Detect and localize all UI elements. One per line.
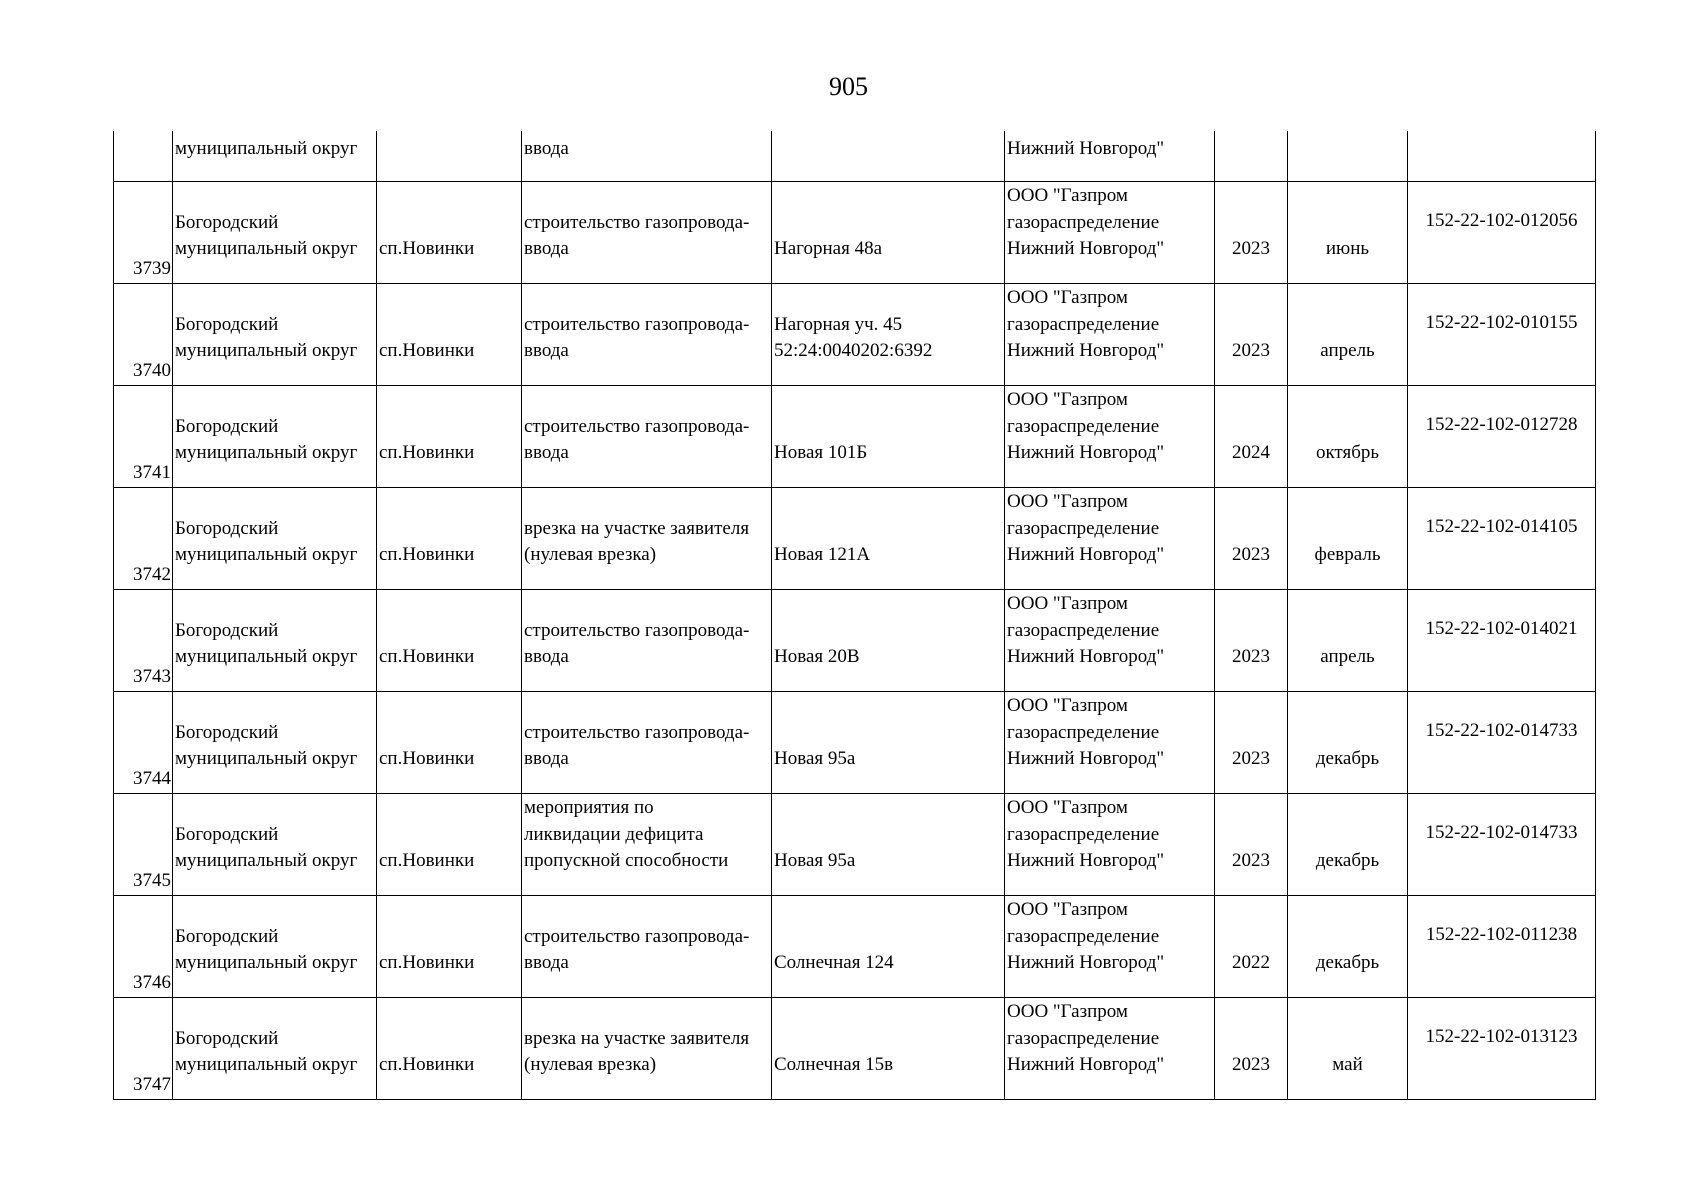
cell-district-line: муниципальный округ (175, 850, 358, 871)
cell-work (522, 895, 772, 997)
cell-organization-line: газораспределение (1007, 823, 1160, 845)
cell-number: 3746 (114, 895, 173, 997)
cell-address (772, 283, 1005, 385)
cell-work-line: пропускной способности (524, 850, 729, 871)
cell-district (173, 691, 377, 793)
cell-district-line: Богородский (175, 415, 279, 437)
cell-district (173, 181, 377, 283)
cell-year: 2024 (1215, 385, 1288, 487)
cell-address-line: Новая 95а (774, 850, 856, 871)
cell-month: апрель (1288, 283, 1408, 385)
cell-work-line: ввода (524, 952, 569, 973)
continuation-row (114, 131, 1596, 181)
cell-work-line: (нулевая врезка) (524, 1054, 657, 1075)
cell-work (522, 589, 772, 691)
cell-district-line: муниципальный округ (175, 340, 358, 361)
cell-year (1215, 131, 1288, 181)
cell-number: 3740 (114, 283, 173, 385)
cell-code: 152-22-102-014021 (1408, 589, 1596, 691)
cell-district-line: Богородский (175, 823, 279, 845)
cell-settlement: сп.Новинки (377, 385, 522, 487)
cell-month: май (1288, 997, 1408, 1099)
cell-organization-line: ООО "Газпром (1007, 695, 1128, 716)
cell-address (772, 691, 1005, 793)
cell-organization (1005, 691, 1215, 793)
table-row (114, 895, 1596, 997)
cell-district (173, 385, 377, 487)
cell-code: 152-22-102-014105 (1408, 487, 1596, 589)
cell-code: 152-22-102-014733 (1408, 691, 1596, 793)
table-row (114, 385, 1596, 487)
cell-work-line: строительство газопровода- (524, 619, 750, 641)
cell-work (522, 385, 772, 487)
cell-number: 3745 (114, 793, 173, 895)
cell-organization-line: ООО "Газпром (1007, 797, 1128, 818)
cell-district-line: Богородский (175, 211, 279, 233)
cell-number: 3742 (114, 487, 173, 589)
cell-address-line: Нагорная уч. 45 (774, 313, 903, 335)
table-row (114, 487, 1596, 589)
cell-number: 3739 (114, 181, 173, 283)
cell-address-line: Новая 20В (774, 646, 860, 667)
cell-code: 152-22-102-012728 (1408, 385, 1596, 487)
cell-year: 2022 (1215, 895, 1288, 997)
cell-district (173, 997, 377, 1099)
cell-organization-line: ООО "Газпром (1007, 1001, 1128, 1022)
table-row (114, 283, 1596, 385)
cell-work-line: строительство газопровода- (524, 415, 750, 437)
cell-organization (1005, 997, 1215, 1099)
cell-work-line: ввода (524, 442, 569, 463)
cell-address (772, 181, 1005, 283)
cell-work-line: (нулевая врезка) (524, 544, 657, 565)
cell-work-line: мероприятия по (524, 797, 654, 818)
cell-organization-line: ООО "Газпром (1007, 389, 1128, 410)
cell-month: декабрь (1288, 895, 1408, 997)
cell-district-line: Богородский (175, 313, 279, 335)
cell-organization-line: ООО "Газпром (1007, 491, 1128, 512)
cell-number: 3744 (114, 691, 173, 793)
cell-work-line: строительство газопровода- (524, 721, 750, 743)
table-row (114, 793, 1596, 895)
cell-settlement: сп.Новинки (377, 997, 522, 1099)
cell-organization (1005, 487, 1215, 589)
cell-district (173, 895, 377, 997)
cell-settlement: сп.Новинки (377, 589, 522, 691)
cell-address-line: Солнечная 15в (774, 1054, 894, 1075)
cell-address-line: Нагорная 48а (774, 238, 882, 259)
cell-district-line: Богородский (175, 721, 279, 743)
cell-number: 3741 (114, 385, 173, 487)
cell-district (173, 589, 377, 691)
cell-number: 3747 (114, 997, 173, 1099)
cell-organization-line: газораспределение (1007, 211, 1160, 233)
cell-address (772, 793, 1005, 895)
cell-organization-line: газораспределение (1007, 925, 1160, 947)
cell-organization-line: ООО "Газпром (1007, 593, 1128, 614)
cell-district-line: муниципальный округ (175, 1054, 358, 1075)
cell-organization (1005, 385, 1215, 487)
cell-work (522, 997, 772, 1099)
cell-organization-line: Нижний Новгород" (1007, 748, 1165, 769)
cell-year: 2023 (1215, 283, 1288, 385)
table-row (114, 691, 1596, 793)
cell-district-line: муниципальный округ (175, 952, 358, 973)
cell-district-line: муниципальный округ (175, 442, 358, 463)
cell-district-line: муниципальный округ (175, 238, 358, 259)
cell-work-line: строительство газопровода- (524, 925, 750, 947)
cell-organization: Нижний Новгород" (1005, 131, 1215, 181)
cell-address-line: 52:24:0040202:6392 (774, 340, 933, 361)
cell-code: 152-22-102-013123 (1408, 997, 1596, 1099)
cell-month: февраль (1288, 487, 1408, 589)
cell-district-line: муниципальный округ (175, 646, 358, 667)
table-row (114, 181, 1596, 283)
cell-district (173, 793, 377, 895)
cell-work (522, 691, 772, 793)
cell-address (772, 589, 1005, 691)
cell-organization-line: Нижний Новгород" (1007, 1054, 1165, 1075)
cell-address-line: Новая 101Б (774, 442, 868, 463)
cell-year: 2023 (1215, 589, 1288, 691)
cell-settlement: сп.Новинки (377, 487, 522, 589)
cell-address (772, 487, 1005, 589)
cell-organization-line: ООО "Газпром (1007, 185, 1128, 206)
cell-organization-line: ООО "Газпром (1007, 287, 1128, 308)
cell-organization-line: газораспределение (1007, 721, 1160, 743)
cell-code (1408, 131, 1596, 181)
cell-work (522, 283, 772, 385)
cell-code: 152-22-102-011238 (1408, 895, 1596, 997)
cell-address-line: Солнечная 124 (774, 952, 894, 973)
cell-number: 3743 (114, 589, 173, 691)
cell-work (522, 487, 772, 589)
cell-work-line: врезка на участке заявителя (524, 1027, 750, 1049)
registry-table-wrapper (113, 131, 1595, 1100)
cell-district (173, 283, 377, 385)
cell-organization-line: Нижний Новгород" (1007, 340, 1165, 361)
cell-district (173, 487, 377, 589)
cell-organization-line: газораспределение (1007, 517, 1160, 539)
cell-code: 152-22-102-014733 (1408, 793, 1596, 895)
cell-work-line: ликвидации дефицита (524, 823, 704, 845)
cell-work: ввода (522, 131, 772, 181)
cell-organization (1005, 589, 1215, 691)
cell-organization-line: газораспределение (1007, 619, 1160, 641)
cell-organization-line: газораспределение (1007, 1027, 1160, 1049)
cell-organization-line: Нижний Новгород" (1007, 646, 1165, 667)
cell-district: муниципальный округ (173, 131, 377, 181)
cell-address-line: Новая 121А (774, 544, 871, 565)
cell-work (522, 181, 772, 283)
cell-organization-line: Нижний Новгород" (1007, 850, 1165, 871)
cell-work-line: ввода (524, 238, 569, 259)
cell-organization (1005, 283, 1215, 385)
cell-month (1288, 131, 1408, 181)
cell-month: апрель (1288, 589, 1408, 691)
cell-number (114, 131, 173, 181)
cell-work (522, 793, 772, 895)
cell-work-line: врезка на участке заявителя (524, 517, 750, 539)
cell-district-line: Богородский (175, 517, 279, 539)
cell-settlement: сп.Новинки (377, 691, 522, 793)
cell-year: 2023 (1215, 181, 1288, 283)
cell-organization (1005, 793, 1215, 895)
cell-organization-line: ООО "Газпром (1007, 899, 1128, 920)
page-number: 905 (829, 72, 868, 101)
cell-work-line: ввода (524, 340, 569, 361)
cell-work-line: ввода (524, 748, 569, 769)
cell-address (772, 997, 1005, 1099)
cell-month: октябрь (1288, 385, 1408, 487)
cell-year: 2023 (1215, 793, 1288, 895)
cell-code: 152-22-102-012056 (1408, 181, 1596, 283)
cell-settlement: сп.Новинки (377, 793, 522, 895)
cell-settlement: сп.Новинки (377, 283, 522, 385)
cell-organization-line: Нижний Новгород" (1007, 952, 1165, 973)
cell-year: 2023 (1215, 997, 1288, 1099)
cell-settlement (377, 131, 522, 181)
cell-year: 2023 (1215, 691, 1288, 793)
cell-month: декабрь (1288, 793, 1408, 895)
cell-district-line: Богородский (175, 1027, 279, 1049)
cell-year: 2023 (1215, 487, 1288, 589)
cell-organization (1005, 895, 1215, 997)
cell-work-line: строительство газопровода- (524, 313, 750, 335)
cell-settlement: сп.Новинки (377, 895, 522, 997)
cell-organization (1005, 181, 1215, 283)
cell-work-line: ввода (524, 646, 569, 667)
registry-table (113, 131, 1596, 1100)
table-row (114, 589, 1596, 691)
cell-organization-line: Нижний Новгород" (1007, 442, 1165, 463)
cell-district-line: муниципальный округ (175, 748, 358, 769)
cell-district-line: Богородский (175, 925, 279, 947)
cell-address (772, 385, 1005, 487)
table-row (114, 997, 1596, 1099)
cell-address (772, 895, 1005, 997)
cell-organization-line: Нижний Новгород" (1007, 544, 1165, 565)
cell-month: июнь (1288, 181, 1408, 283)
cell-district-line: Богородский (175, 619, 279, 641)
cell-code: 152-22-102-010155 (1408, 283, 1596, 385)
cell-address (772, 131, 1005, 181)
cell-address-line: Новая 95а (774, 748, 856, 769)
cell-month: декабрь (1288, 691, 1408, 793)
cell-organization-line: Нижний Новгород" (1007, 238, 1165, 259)
cell-work-line: строительство газопровода- (524, 211, 750, 233)
cell-organization-line: газораспределение (1007, 415, 1160, 437)
cell-district-line: муниципальный округ (175, 544, 358, 565)
cell-settlement: сп.Новинки (377, 181, 522, 283)
cell-organization-line: газораспределение (1007, 313, 1160, 335)
